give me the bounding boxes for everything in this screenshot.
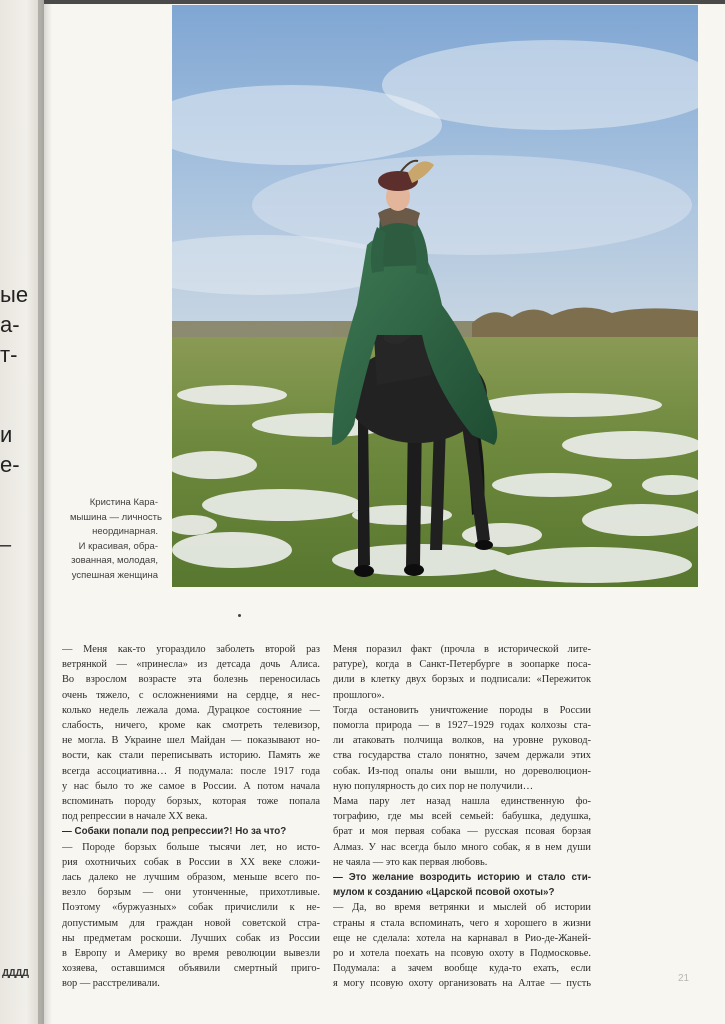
interview-question-line: мулом к созданию «Царской псовой охоты»? [333,887,555,899]
body-text-line: Поэтому «буржуазных» собак причислили к не- [62,902,320,914]
body-text-line: лась далеко не лучшим образом, меньше всего по- [62,872,320,884]
previous-page-fragment: – [0,534,12,556]
previous-page-fragment [0,480,30,530]
body-text-line: ны предметам роскоши. Лучших собак из России [62,932,320,944]
binding-shadow [38,0,52,1024]
body-text-line: Меня поразил факт (прочла в исторической лите- [333,644,591,655]
article-column-right [333,642,591,992]
body-text-line: везло борзым — они утонченные, прихотливые. [62,887,320,899]
body-text-line: ства государства стало понятно, зачем держали этих [333,750,591,762]
caption-line: неординарная. [92,526,158,537]
article-column-left [62,642,320,992]
interview-question-line: — Собаки попали под репрессии?! Но за что? [62,826,287,838]
interview-question-line: — Это желание возродить историю и стало сти- [333,872,591,884]
body-text-line: не могла. В Украине шел Майдан — показывают но- [62,735,320,747]
body-text-line: Подумала: а зачем вообще куда-то ехать, если [333,963,591,975]
previous-page-fragment [0,370,30,420]
rider-photo [172,5,698,587]
body-text-line: тографию, где мы всей семьей: бабушка, дедушка, [333,811,591,823]
body-text-line: — Да, во время ветрянки и мыслей об истории [333,902,591,914]
body-text-line: очень тяжело, с осложнениями на сердце, я нес- [62,689,320,701]
caption-line: И красивая, обра- [78,540,158,552]
caption-line: успешная женщина [71,569,158,581]
top-page-edge [44,0,725,4]
body-text-line: под репрессии в начале XX века. [62,811,208,823]
body-text-line: допустимым для граждан новой советской стра- [62,917,320,929]
body-text-line: — Меня как-то угораздило заболеть второй раз [62,644,320,655]
previous-page-fragment: и [0,422,13,447]
body-text-line: собак. Из-под опалы они вышли, но дореволюцион- [333,765,591,777]
body-text-line: ную популярность до сих пор не получили… [333,780,534,792]
body-text-line: Мама пару лет назад нашла единственную фо- [333,796,591,808]
body-text-line: прошлого». [333,689,385,701]
body-text-line: ро и хотела поехать на псовую охоту в Подмосковье. [333,948,591,960]
caption-line: Кристина Кара- [89,497,158,508]
previous-page-fragment: ые [0,282,29,307]
body-text-line: колько недель лежала дома. Дурацкое состояние — [62,704,320,716]
body-text-line: дили в клетку двух борзых и подписали: «Пережиток [333,674,591,686]
body-text-line: рия охотничьих собак в России в XX веке сложи- [62,856,320,868]
body-text-line: не чаяла — это как первая любовь. [333,856,488,868]
body-text-line: хозяева, оставшимся объявили смертный приго- [62,963,320,975]
photo-caption [70,496,162,583]
body-text-line: я могу псовую охоту организовать на Алтае — пусть [333,978,591,990]
previous-page-fragment: а- [0,312,20,337]
body-text-line: всегда ассоциативна… Я подумала: после 1917 года [62,765,320,777]
previous-page-fragment: е- [0,452,20,477]
body-text-line: у нас было то же самое в России. А потом начала [62,780,320,792]
body-text-line: ветрянкой — «принесла» из детсада дочь Алиса. [62,659,320,671]
body-text-line: вости, как стали переписывать историю. Память же [62,750,320,762]
body-text-line: помогла природа — в 1927–1929 годах колхозы ста- [333,720,591,732]
previous-page-fragment: т- [0,342,18,367]
caption-line: зованная, молодая, [71,555,158,566]
body-text-line: Во взрослом возрасте эта болезнь переносилась [62,674,320,686]
body-text-line: еще не сделала: хотела на карнавал в Рио-де-Жаней- [333,932,591,944]
body-text-line: вспоминать породу борзых, которая тоже попала [62,796,320,808]
body-text-line: ратуре), когда в Санкт-Петербурге в зоопарке поса- [333,659,591,671]
body-text-line: страны я стала вспоминать, чего я хорошего в жизни [333,917,591,929]
body-text-line: брат и моя первая собака — русская псовая борзая [333,826,591,838]
body-text-line: ли атаковать полчища волков, на уровне руковод- [333,735,591,747]
caption-line: мышина — личность [70,511,162,523]
body-text-line: Алмаз. У нас всегда было много собак, я в нем души [333,841,591,853]
page-number: 21 [678,973,690,984]
body-text-line: Тогда остановить уничтожение породы в России [333,704,591,716]
previous-page-text-fragments [0,280,30,560]
print-mark [238,614,241,617]
body-text-line: слабость, ничего, кроме как смотреть телевизор, [62,720,320,732]
body-text-line: — Породе борзых больше тысячи лет, но исто- [62,841,320,853]
previous-page-number: ДДДД [2,968,29,979]
body-text-line: в Европу и Америку во время революции вывезли [62,948,320,960]
body-text-line: вор — расстреливали. [62,978,160,990]
